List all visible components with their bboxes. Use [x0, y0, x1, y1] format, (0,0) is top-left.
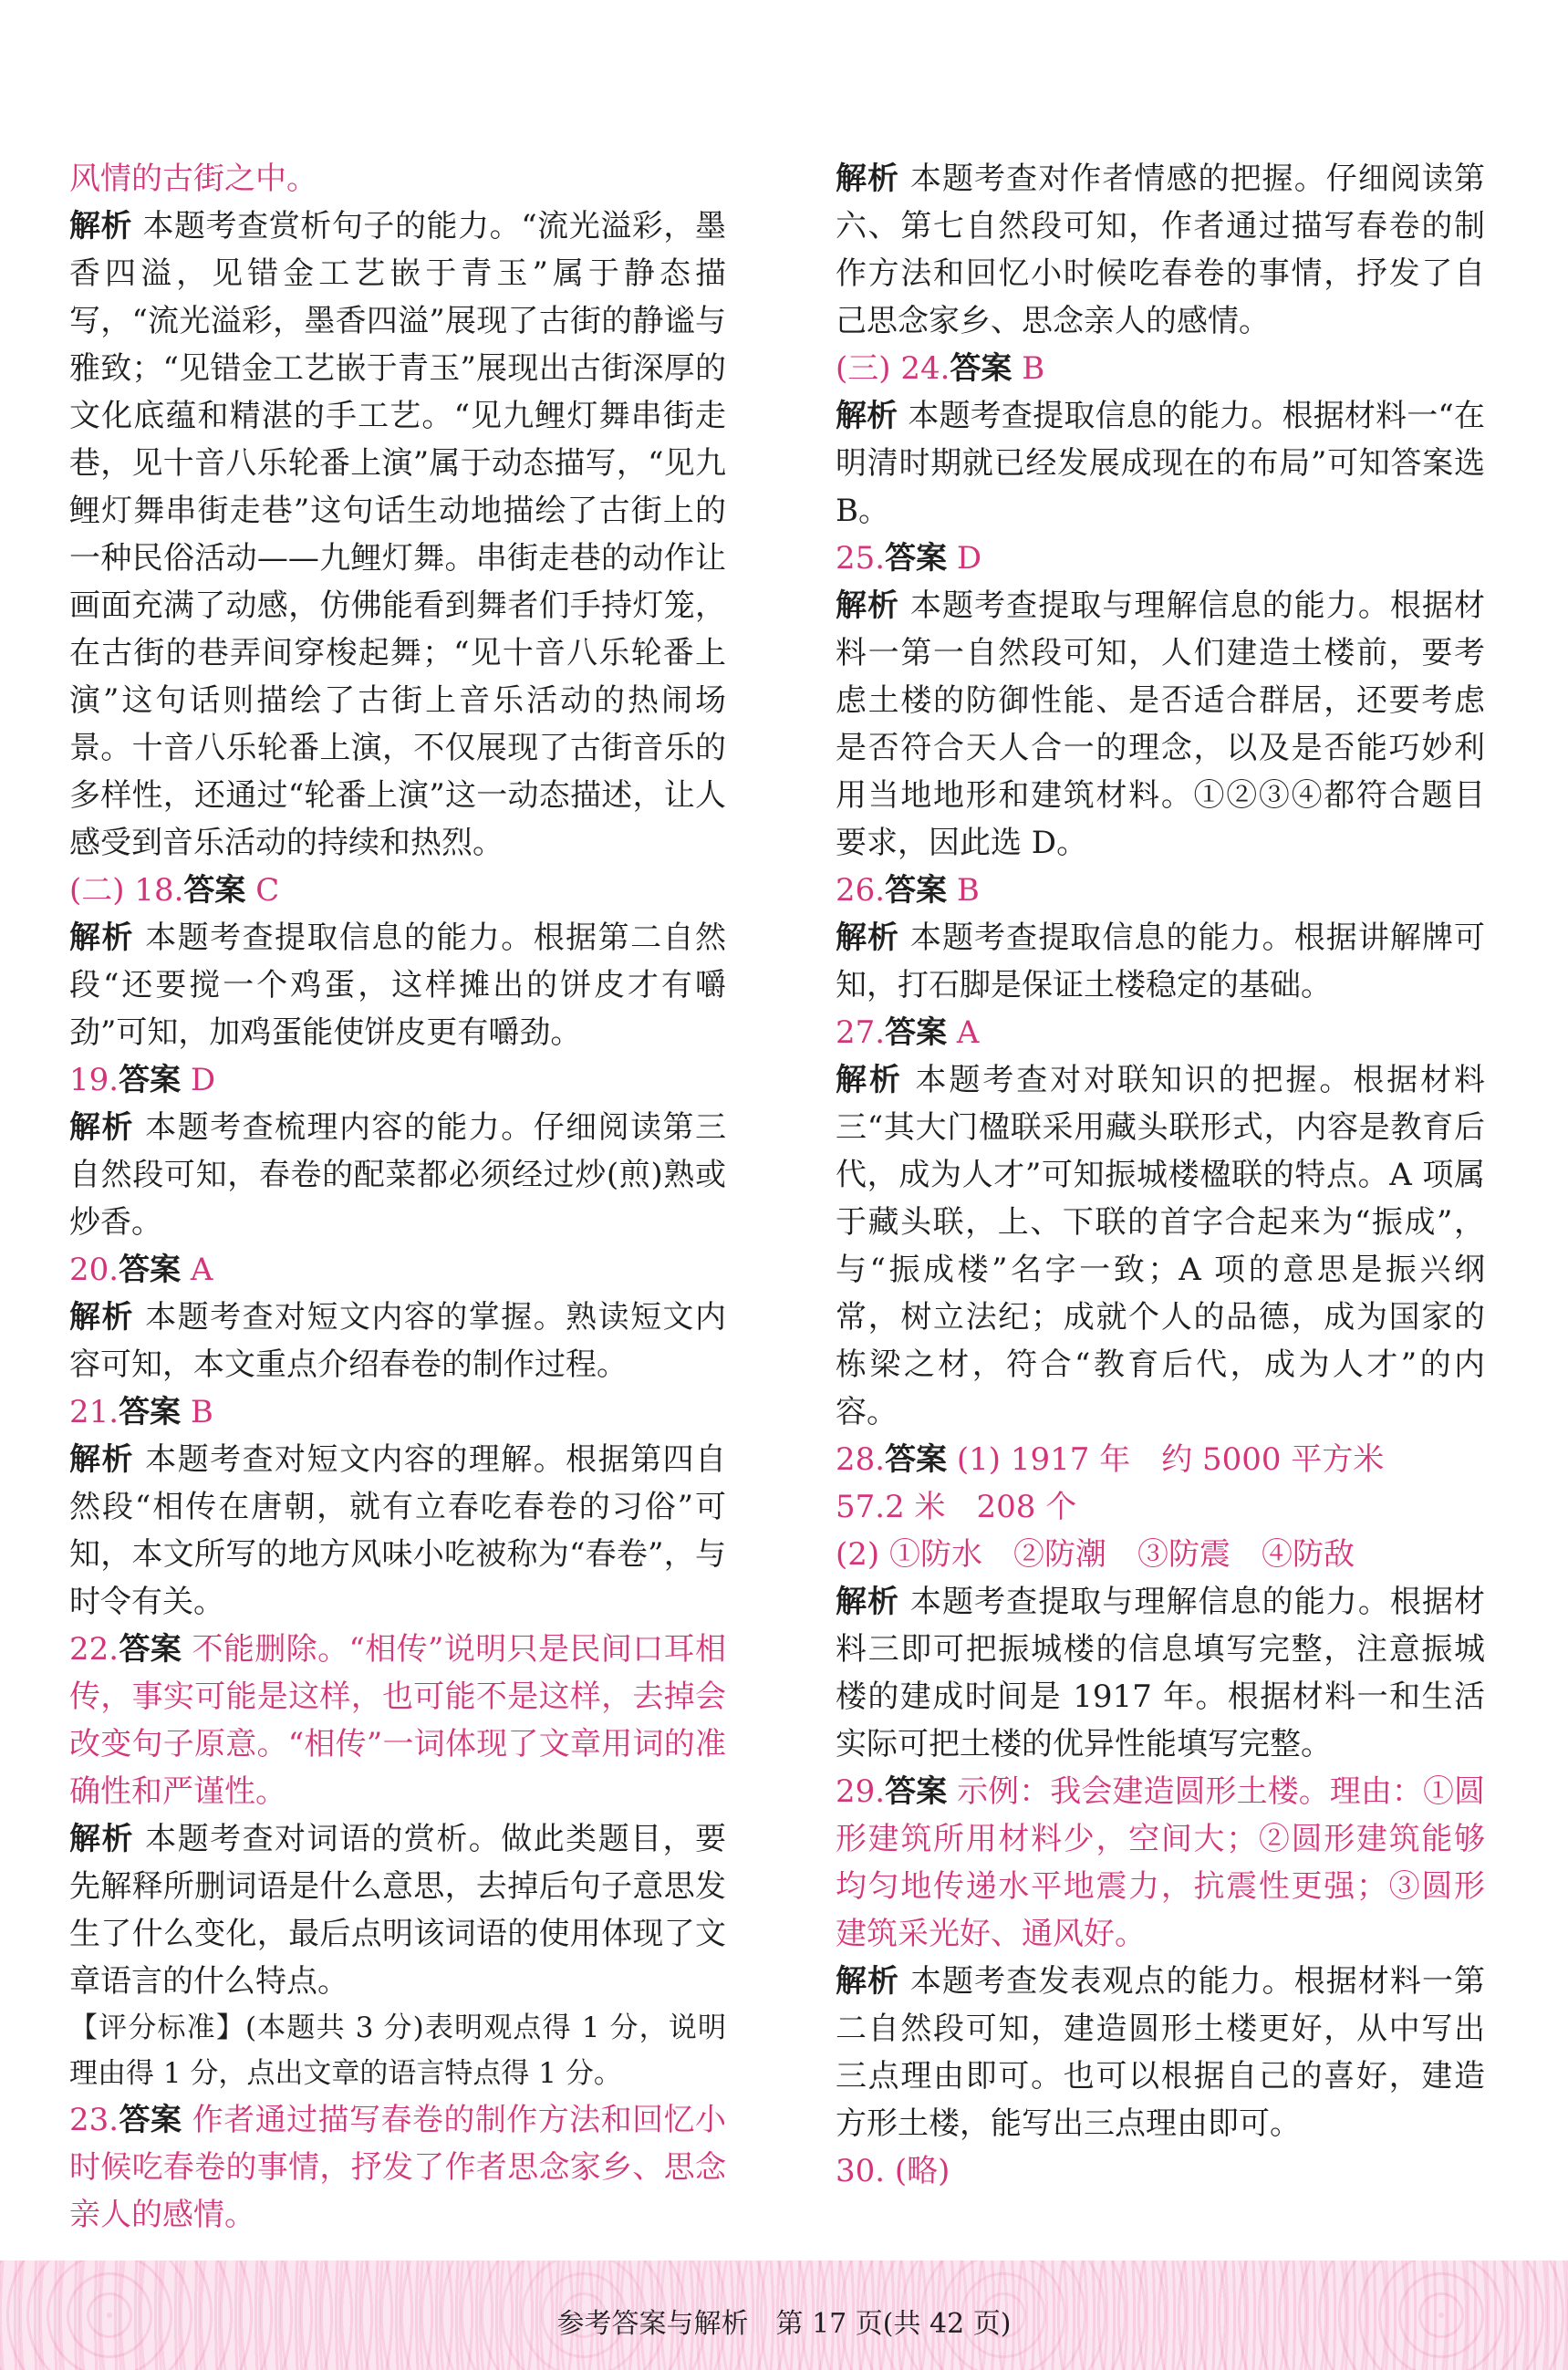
question-28-analysis: [836, 1578, 1485, 1768]
question-21-answer: [69, 1388, 726, 1436]
question-24-analysis: [836, 392, 1485, 535]
question-number: 20.: [69, 1252, 119, 1288]
question-18-analysis: [69, 914, 726, 1056]
scoring-criteria: 【评分标准】(本题共 3 分)表明观点得 1 分，说明理由得 1 分，点出文章的语言特点得 1 分。: [69, 2011, 726, 2090]
page-footer: 参考答案与解析 第 17 页(共 42 页): [556, 2308, 1012, 2340]
analysis-text: 本题考查对对联知识的把握。根据材料三“其大门楹联采用藏头联形式，内容是教育后代，成为人才”可知振城楼楹联的特点。A 项属于藏头联，上、下联的首字合起来为“振成”，与“振成楼”名字一致；A 项的意思是振兴纲常，树立法纪；成就个人的品德，成为国家的栋梁之材，符合“教育后代，成为人才”的内容。: [836, 1062, 1485, 1430]
analysis-text: 本题考查赏析句子的能力。“流光溢彩，墨香四溢，见错金工艺嵌于青玉”属于静态描写，“流光溢彩，墨香四溢”展现了古街的静谧与雅致；“见错金工艺嵌于青玉”展现出古街深厚的文化底蕴和精湛的手工艺。“见九鲤灯舞串街走巷，见十音八乐轮番上演”属于动态描写，“见九鲤灯舞串街走巷”这句话生动地描绘了古街上的一种民俗活动——九鲤灯舞。串街走巷的动作让画面充满了动感，仿佛能看到舞者们手持灯笼，在古街的巷弄间穿梭起舞；“见十音八乐轮番上演”这句话则描绘了古街上音乐活动的热闹场景。十音八乐轮番上演，不仅展现了古街音乐的多样性，还通过“轮番上演”这一动态描述，让人感受到音乐活动的持续和热烈。: [69, 208, 726, 861]
question-22-answer: [69, 1626, 726, 1815]
question-26-answer: [836, 867, 1485, 914]
answer-text: D: [947, 540, 982, 577]
answer-label: 答案: [885, 1773, 948, 1810]
analysis-text: 本题考查对词语的赏析。做此类题目，要先解释所删词语是什么意思，去掉后句子意思发生了什么变化，最后点明该词语的使用体现了文章语言的什么特点。: [69, 1821, 726, 2000]
question-number: 25.: [836, 540, 886, 577]
answer-label: 答案: [885, 872, 948, 909]
question-number: 22.: [69, 1631, 119, 1668]
answer-label: 答案: [183, 872, 246, 909]
question-19-analysis: [69, 1104, 726, 1246]
question-number: 29.: [836, 1773, 886, 1810]
question-number: 28.: [836, 1441, 886, 1478]
analysis-label: 解析: [69, 1109, 134, 1146]
analysis-paragraph: [69, 203, 726, 867]
answer-line: 57.2 米 208 个: [836, 1489, 1077, 1525]
question-number: 23.: [69, 2102, 119, 2138]
question-19-answer: [69, 1056, 726, 1104]
answer-text: A: [181, 1252, 213, 1288]
question-20-answer: [69, 1246, 726, 1294]
question-30-answer: 30. (略): [836, 2153, 950, 2189]
analysis-label: 解析: [836, 920, 900, 956]
analysis-label: 解析: [836, 1963, 900, 2000]
answer-label: 答案: [885, 540, 948, 577]
analysis-text: 本题考查发表观点的能力。根据材料一第二自然段可知，建造圆形土楼更好，从中写出三点理由即可。也可以根据自己的喜好，建造方形土楼，能写出三点理由即可。: [836, 1963, 1485, 2142]
question-28-answer: [836, 1436, 1485, 1483]
analysis-label: 解析: [69, 1821, 134, 1857]
answer-label: 答案: [119, 1394, 182, 1430]
question-23-answer: [69, 2096, 726, 2239]
answer-text: D: [181, 1062, 216, 1098]
analysis-label: 解析: [836, 398, 898, 434]
answer-text: 不能删除。“相传”说明只是民间口耳相传，事实可能是这样，也可能不是这样，去掉会改变句子原意。“相传”一词体现了文章用词的准确性和严谨性。: [69, 1631, 727, 1810]
analysis-label: 解析: [836, 161, 900, 197]
analysis-text: 本题考查梳理内容的能力。仔细阅读第三自然段可知，春卷的配菜都必须经过炒(煎)熟或炒香。: [69, 1109, 726, 1241]
analysis-text: 本题考查对作者情感的把握。仔细阅读第六、第七自然段可知，作者通过描写春卷的制作方法和回忆小时候吃春卷的事情，抒发了自己思念家乡、思念亲人的感情。: [836, 161, 1485, 339]
question-27-answer: [836, 1009, 1485, 1056]
analysis-label: 解析: [836, 587, 900, 624]
answer-label: 答案: [119, 1252, 182, 1288]
question-number: 19.: [69, 1062, 119, 1098]
answer-text: B: [1012, 350, 1045, 387]
analysis-text: 本题考查对短文内容的理解。根据第四自然段“相传在唐朝，就有立春吃春卷的习俗”可知，本文所写的地方风味小吃被称为“春卷”，与时令有关。: [69, 1441, 726, 1620]
question-20-analysis: [69, 1294, 726, 1388]
answer-text: (1) 1917 年 约 5000 平方米: [947, 1441, 1385, 1478]
question-number: (三) 24.: [836, 350, 950, 387]
question-29-answer: [836, 1768, 1485, 1958]
question-25-answer: [836, 535, 1485, 582]
answer-text: B: [947, 872, 980, 909]
answer-text: 作者通过描写春卷的制作方法和回忆小时候吃春卷的事情，抒发了作者思念家乡、思念亲人的感情。: [69, 2102, 727, 2233]
answer-label: 答案: [119, 1631, 182, 1668]
question-18-answer: [69, 867, 726, 914]
question-number: 27.: [836, 1014, 886, 1051]
question-25-analysis: [836, 582, 1485, 867]
analysis-label: 解析: [69, 1441, 134, 1478]
analysis-label: 解析: [69, 1299, 134, 1336]
analysis-label: 解析: [69, 208, 133, 244]
analysis-text: 本题考查提取信息的能力。根据讲解牌可知，打石脚是保证土楼稳定的基础。: [836, 920, 1485, 1003]
paragraph: 风情的古街之中。: [69, 161, 317, 197]
answer-label: 答案: [885, 1014, 948, 1051]
question-29-analysis: [836, 1958, 1485, 2147]
right-column: [836, 155, 1485, 2195]
question-23-analysis: [836, 155, 1485, 345]
answer-text: B: [181, 1394, 213, 1430]
analysis-label: 解析: [69, 920, 134, 956]
analysis-text: 本题考查对短文内容的掌握。熟读短文内容可知，本文重点介绍春卷的制作过程。: [69, 1299, 726, 1383]
answer-line: (2) ①防水 ②防潮 ③防震 ④防敌: [836, 1536, 1355, 1573]
question-22-analysis: [69, 1815, 726, 2005]
answer-label: 答案: [119, 2102, 182, 2138]
answer-text: C: [245, 872, 280, 909]
question-number: (二) 18.: [69, 872, 184, 909]
analysis-label: 解析: [836, 1062, 903, 1098]
left-column: [69, 155, 726, 2239]
analysis-text: 本题考查提取与理解信息的能力。根据材料一第一自然段可知，人们建造土楼前，要考虑土楼的防御性能、是否适合群居，还要考虑是否符合天人合一的理念，以及是否能巧妙利用当地地形和建筑材料。①②③④都符合题目要求，因此选 D。: [836, 587, 1485, 861]
question-number: 21.: [69, 1394, 119, 1430]
question-24-answer: [836, 345, 1485, 392]
analysis-text: 本题考查提取与理解信息的能力。根据材料三即可把振城楼的信息填写完整，注意振城楼的建成时间是 1917 年。根据材料一和生活实际可把土楼的优异性能填写完整。: [836, 1584, 1485, 1762]
question-27-analysis: [836, 1056, 1485, 1436]
question-26-analysis: [836, 914, 1485, 1009]
answer-text: A: [947, 1014, 980, 1051]
analysis-text: 本题考查提取信息的能力。根据第二自然段“还要搅一个鸡蛋，这样摊出的饼皮才有嚼劲”可知，加鸡蛋能使饼皮更有嚼劲。: [69, 920, 726, 1051]
analysis-text: 本题考查提取信息的能力。根据材料一“在明清时期就已经发展成现在的布局”可知答案选 B。: [836, 398, 1485, 529]
answer-text: 示例：我会建造圆形土楼。理由：①圆形建筑所用材料少，空间大；②圆形建筑能够均匀地传递水平地震力，抗震性更强；③圆形建筑采光好、通风好。: [836, 1773, 1485, 1952]
answer-label: 答案: [119, 1062, 182, 1098]
question-21-analysis: [69, 1436, 726, 1626]
answer-label: 答案: [885, 1441, 948, 1478]
question-number: 26.: [836, 872, 886, 909]
analysis-label: 解析: [836, 1584, 900, 1620]
answer-label: 答案: [950, 350, 1012, 387]
